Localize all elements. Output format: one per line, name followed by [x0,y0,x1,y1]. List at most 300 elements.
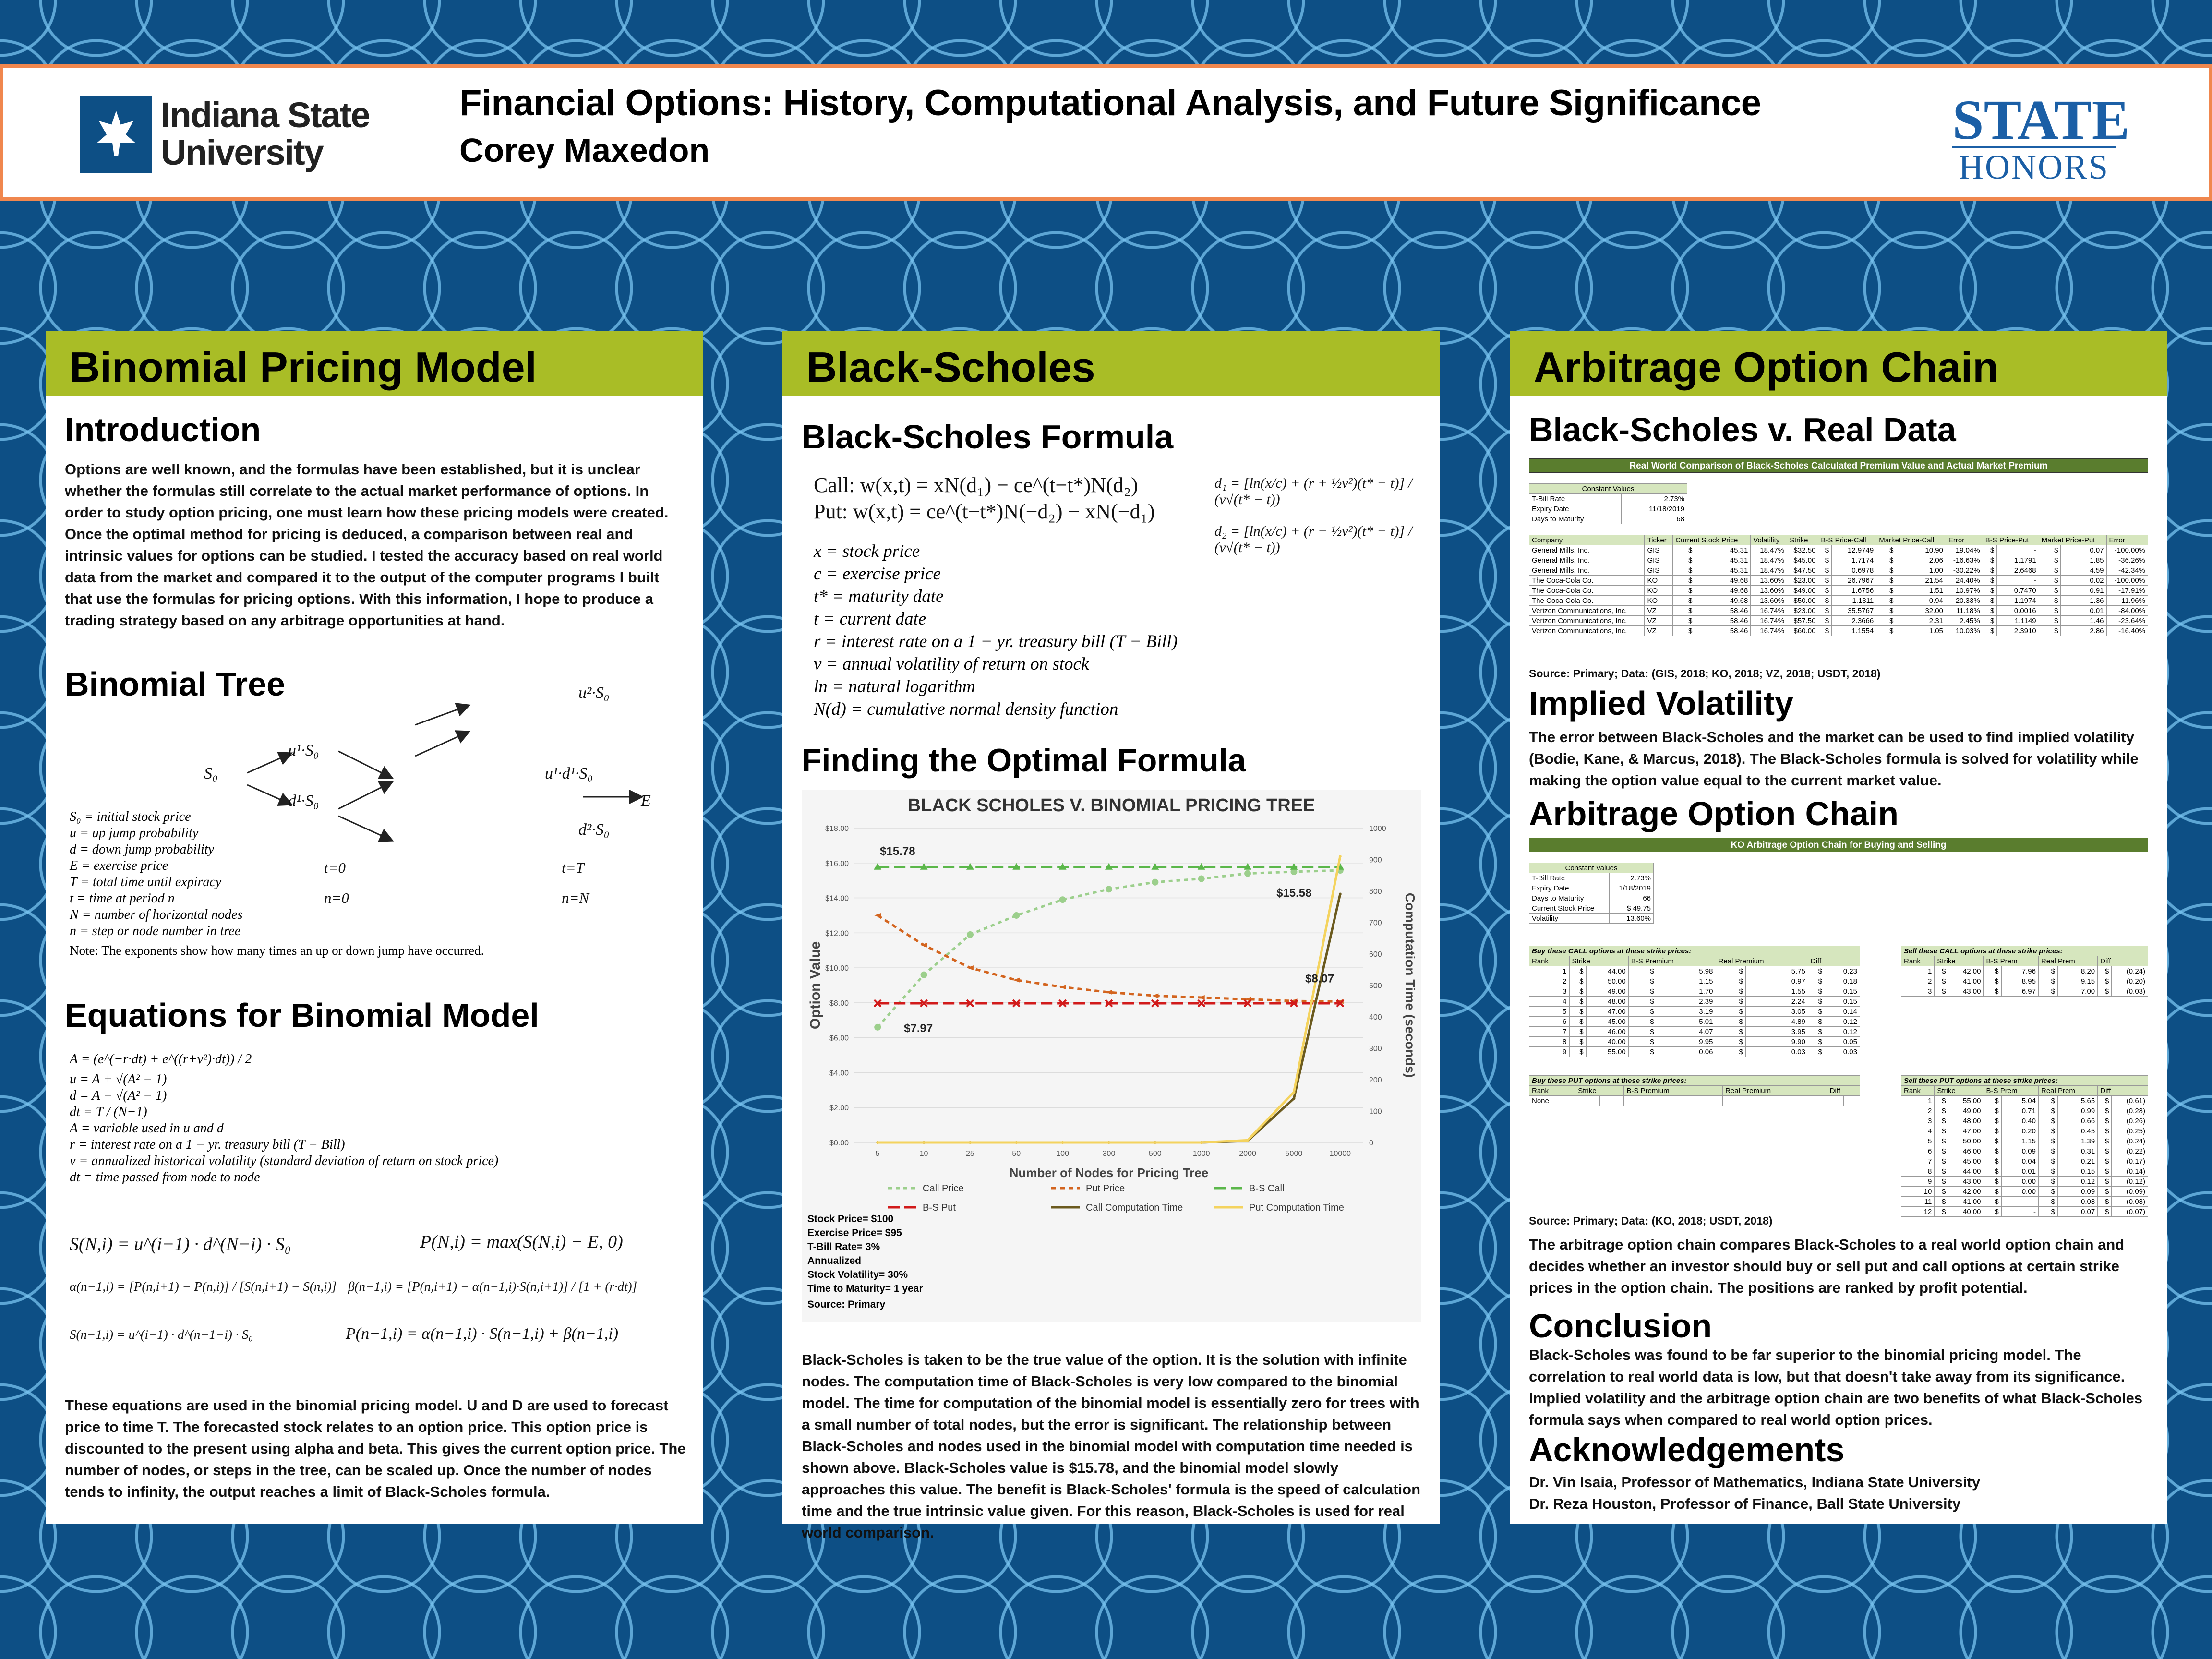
table-cell: Expiry Date [1529,883,1610,893]
table-cell: 19.04% [1946,545,1983,555]
chart-note: Annualized [807,1255,862,1266]
table-cell: $ [1876,596,1896,606]
chain-text: The arbitrage option chain compares Black-Scholes to a real world option chain and decides whether an investor should buy or sell put and call options at certain strike prices in the option chain. The positions are ranked by profit potential. [1529,1236,2125,1296]
series-line [878,894,1340,1142]
table-cell: $ [1818,596,1832,606]
chart-note: Stock Price= $100 [807,1214,894,1225]
table-cell: $ [2098,1177,2112,1187]
table-cell: 0.66 [2058,1116,2098,1126]
table-cell: -36.26% [2106,555,2148,565]
table-cell: 0.0016 [1997,606,2039,616]
table-cell: 1.6756 [1832,586,1876,596]
table-cell: 5.04 [2001,1096,2038,1106]
table-cell: 0.15 [1825,997,1860,1007]
chart-note: Time to Maturity= 1 year [807,1283,923,1294]
table-cell: $ [1818,606,1832,616]
table-row [1529,903,1654,914]
table-row [1529,914,1654,924]
table-cell: 1.51 [1896,586,1946,596]
column-header: Rank [1901,956,1935,966]
table-cell: 1/18/2019 [1609,883,1653,893]
x-tick-label: 1000 [1192,1150,1210,1158]
data-point [1292,1097,1295,1100]
chain-bar: KO Arbitrage Option Chain for Buying and Selling [1529,838,2148,852]
table-cell: 49.00 [1586,986,1628,997]
table-cell: 42.00 [1948,966,1984,976]
table-cell: 2.39 [1657,997,1716,1007]
table-cell: $ [2098,986,2112,997]
table-cell: $ [1935,1177,1948,1187]
buy-call-table [1529,946,1860,1057]
table-row [1529,494,1687,504]
table-cell: $ [1935,1126,1948,1136]
table-row [1901,986,2148,997]
table-cell: 5.01 [1657,1017,1716,1027]
table-row [1901,1177,2148,1187]
table-cell: $ [1935,976,1948,986]
table-cell: 3 [1901,1116,1935,1126]
table-row [1529,873,1654,883]
table-cell: General Mills, Inc. [1529,545,1645,555]
table-cell: VZ [1645,616,1673,626]
ack-title: Acknowledgements [1529,1431,1845,1468]
table-cell: 10.03% [1946,626,1983,636]
eq-def: d = A − √(A² − 1) [70,1088,167,1103]
table-cell: 20.33% [1946,596,1983,606]
table-cell: $ [1984,1156,2001,1166]
table-cell: 16.74% [1751,606,1787,616]
table-cell: 0.45 [2058,1126,2098,1136]
table-cell: $ [2098,976,2112,986]
ack-item: Dr. Reza Houston, Professor of Finance, Ball State University [1529,1495,1961,1512]
put-formula: Put: w(x,t) = ce^(t−t*)N(−d₂) − xN(−d₁) [814,500,1155,523]
table-cell: 58.46 [1695,616,1751,626]
table-cell: -16.63% [1946,555,1983,565]
table-cell: 45.31 [1695,565,1751,576]
table-cell: 1.7174 [1832,555,1876,565]
table-cell: 13.60% [1751,576,1787,586]
table-cell: $ [2038,1166,2057,1177]
table-cell: $ [1876,576,1896,586]
table-cell: $ [1716,1017,1745,1027]
table-cell: $ [1808,986,1825,997]
table-cell: 0.12 [1825,1017,1860,1027]
table-cell: 9.15 [2057,976,2097,986]
table-cell: $ [1876,616,1896,626]
table-cell: 2 [1901,976,1935,986]
table-cell: -11.96% [2106,596,2148,606]
table-cell: 4 [1901,1126,1935,1136]
x-tick-label: 5000 [1285,1150,1303,1158]
table-cell: $ [1984,1166,2001,1177]
table-row [1529,616,2148,626]
buy-call-title: Buy these CALL options at these strike prices: [1529,946,1860,956]
table-cell: $ [1935,1116,1948,1126]
buy-put-title: Buy these PUT options at these strike prices: [1529,1076,1860,1086]
table-cell: 0.21 [2058,1156,2098,1166]
table-cell: 41.00 [1948,976,1984,986]
table-cell: 2.73% [1609,873,1653,883]
table-cell: 7.96 [2001,966,2038,976]
table-cell: $ [2038,1207,2057,1217]
tree-note: Note: The exponents show how many times an up or down jump have occurred. [70,943,484,958]
table-cell: T-Bill Rate [1529,873,1610,883]
table-cell: 2.3910 [1997,626,2039,636]
table-cell [1827,1096,1843,1106]
poster-title: Financial Options: History, Computational Analysis, and Future Significance [459,83,1761,123]
table-cell: 0.00 [2001,1187,2038,1197]
table-row [1529,626,2148,636]
table-cell: 46.00 [1948,1146,1984,1156]
table-header-row [1529,535,2148,545]
y-tick-label: $12.00 [825,929,849,938]
table-cell: $ [1984,1096,2001,1106]
table-row [1529,1096,1860,1106]
table-cell: $ [2039,565,2061,576]
label-n0: n=0 [324,890,349,906]
table-row [1901,1096,2148,1106]
table-cell: - [2001,1197,2038,1207]
table-cell: $ [2039,606,2061,616]
eq-s2: S(n−1,i) = u^(i−1) · d^(n−1−i) · S₀ [70,1327,253,1342]
table-cell: 4.07 [1657,1027,1716,1037]
table-cell: $ [2098,966,2112,976]
data-point [923,1141,926,1144]
bs-var: t = current date [814,609,926,629]
table-cell: $ [1569,1017,1586,1027]
panel-arbitrage [1510,331,2167,1524]
table-cell: $ [1716,986,1745,997]
table-cell: (0.14) [2112,1166,2148,1177]
table-cell: $ [2098,1106,2112,1116]
table-cell: 47.00 [1948,1126,1984,1136]
table-cell: 49.68 [1695,576,1751,586]
table-row [1529,883,1654,893]
table-row [1529,976,1860,986]
table-cell: $ [1673,565,1695,576]
table-cell: 11/18/2019 [1622,504,1687,514]
column-header: Real Premium [1723,1086,1827,1096]
state-logo-text: STATE [1952,88,2130,151]
poster-author: Corey Maxedon [459,132,710,169]
panel-heading: Arbitrage Option Chain [1510,331,2167,396]
comparison-chart [802,790,1421,1322]
table-cell: 5.65 [2058,1096,2098,1106]
table-cell: 0.03 [1825,1047,1860,1057]
table-cell: (0.03) [2112,986,2148,997]
data-point [1200,1141,1203,1144]
table-cell: 40.00 [1586,1037,1628,1047]
table-cell: $ [1818,626,1832,636]
column-header: Company [1529,535,1645,545]
table-cell: 0.09 [2001,1146,2038,1156]
table-cell: - [2001,1207,2038,1217]
table-cell: $ [1716,966,1745,976]
data-point [874,913,881,918]
data-point [1246,1139,1249,1142]
table-cell [1599,1096,1624,1106]
chart-source: Source: Primary [807,1299,886,1310]
table-cell: 1.15 [2001,1136,2038,1146]
intro-text: Options are well known, and the formulas have been established, but it is unclear whether the formulas still correlate to the actual market performance of options. In order to study option pricing, one must learn how these pricing models were created. Once the optimal method for pricing is deduced, a comparison between real and intrinsic values for options can be studied. I tested the accuracy based on real world data from the market and compared it to the output of the computer programs I built that use the formulas for pricing options. With this information, I hope to produce a trading strategy based on any arbitrage opportunities at hand. [65,461,669,629]
table-cell: $ [1876,545,1896,555]
table-cell [1775,1096,1827,1106]
column-header: Strike [1787,535,1818,545]
table-cell: 2.6468 [1997,565,2039,576]
table-row [1529,986,1860,997]
table-cell: $23.00 [1787,606,1818,616]
table-cell: (0.17) [2112,1156,2148,1166]
table-cell: 0.99 [2058,1106,2098,1116]
table-cell [1843,1096,1860,1106]
table-cell: 1.55 [1745,986,1808,997]
table-cell: Verizon Communications, Inc. [1529,606,1645,616]
bs-var: v = annual volatility of return on stock [814,654,1089,674]
table-cell: $ [1984,986,2001,997]
data-point [1059,985,1066,989]
maple-leaf-icon [80,96,152,173]
table-cell: $ [1984,1177,2001,1187]
table-cell: None [1529,1096,1575,1106]
table-cell: 1.39 [2058,1136,2098,1146]
table-cell: $ [2098,1146,2112,1156]
table-cell: $ [1935,986,1948,997]
table-cell: (0.22) [2112,1146,2148,1156]
table-cell: (0.09) [2112,1187,2148,1197]
table-cell: $ [2098,1166,2112,1177]
table-cell: $ [1984,1136,2001,1146]
table-cell: Current Stock Price [1529,903,1610,914]
table-cell: $ [1628,1037,1657,1047]
table-cell: 2 [1529,976,1570,986]
table-cell: 1.1149 [1997,616,2039,626]
table-cell: 58.46 [1695,606,1751,616]
bs-closing-text: Black-Scholes is taken to be the true value of the option. It is the solution with infinite nodes. The computation time of Black-Scholes is very low compared to the binomial model. The time for computation of the binomial model is essentially zero for trees with a small number of total nodes, but the error is significant. The relationship between Black-Scholes and nodes used in the binomial model with computation time needed is shown above. Black-Scholes value is $15.78, and the binomial model slowly approaches this value. The benefit is Black-Scholes' formula is the speed of calculation time and the true intrinsic value given. For this reason, Black-Scholes is used for real world comparison. [802,1351,1421,1541]
data-point [1015,1141,1018,1144]
column-header: Ticker [1645,535,1673,545]
table-cell: $ [1569,986,1586,997]
table-cell: 13.60% [1751,586,1787,596]
y2-tick-label: 0 [1369,1139,1373,1147]
d1-formula: d₁ = [ln(x/c) + (r + ½v²)(t* − t)] / (v√(t* − t)) [1214,475,1412,507]
x-axis-label: Number of Nodes for Pricing Tree [1009,1166,1209,1180]
table-cell: $ [1808,1027,1825,1037]
table-cell: 1 [1901,1096,1935,1106]
table-cell: -100.00% [2106,576,2148,586]
table-cell: 2.45% [1946,616,1983,626]
table-cell: 8 [1529,1037,1570,1047]
table-cell: $ [1808,966,1825,976]
table-cell: 2.73% [1622,494,1687,504]
column-header: Market Price-Put [2039,535,2106,545]
table-cell: 50.00 [1586,976,1628,986]
table-cell: 10.90 [1896,545,1946,555]
table-cell: 0.03 [1745,1047,1808,1057]
table-cell: KO [1645,596,1673,606]
bs-var: r = interest rate on a 1 − yr. treasury bill (T − Bill) [814,632,1178,651]
table-cell: 0.15 [2058,1166,2098,1177]
table-cell: GIS [1645,555,1673,565]
table-cell: 0.7470 [1997,586,2039,596]
table-cell: $ [2098,1126,2112,1136]
table-cell: -42.34% [2106,565,2148,576]
table-cell: 0.02 [2061,576,2106,586]
table-cell: 4.59 [2061,565,2106,576]
table-cell: $ [1983,565,1997,576]
state-honors-logo [1952,88,2130,186]
d2-formula: d₂ = [ln(x/c) + (r − ½v²)(t* − t)] / (v√(t* − t)) [1214,523,1412,555]
table-cell: 58.46 [1695,626,1751,636]
table-cell: 1.1974 [1997,596,2039,606]
table-cell: $ [1673,586,1695,596]
table-cell: 44.00 [1948,1166,1984,1177]
data-point [967,965,974,970]
table-cell: (0.25) [2112,1126,2148,1136]
table-cell: $ [2039,576,2061,586]
sell-put-table [1901,1075,2148,1217]
table-cell: $49.00 [1787,586,1818,596]
table-cell: 41.00 [1948,1197,1984,1207]
x-tick-label: 5 [875,1150,880,1158]
table-row [1529,606,2148,616]
table-row [1529,555,2148,565]
table-cell: $ [1935,1207,1948,1217]
table-cell: (0.24) [2112,1136,2148,1146]
table-cell: 16.74% [1751,616,1787,626]
table-cell: 0.20 [2001,1126,2038,1136]
table-cell: $ [1935,1096,1948,1106]
tree-title: Binomial Tree [65,665,286,703]
table-cell: 7 [1901,1156,1935,1166]
table-cell: $ [1984,1146,2001,1156]
table-cell: $ [1808,1047,1825,1057]
table-cell: 0.23 [1825,966,1860,976]
column-header: Strike [1935,956,1984,966]
table-cell [1624,1096,1673,1106]
table-cell: (0.61) [2112,1096,2148,1106]
sell-put-title: Sell these PUT options at these strike prices: [1901,1076,2148,1086]
table-cell: 0.15 [1825,986,1860,997]
panel-black-scholes [782,331,1440,1541]
table-cell: 45.00 [1586,1017,1628,1027]
data-point [1059,896,1066,903]
table-cell: $ [1673,616,1695,626]
table-cell: $ [1935,1197,1948,1207]
table-cell: 1.05 [1896,626,1946,636]
y-axis-label: Option Value [807,941,823,1030]
table-cell: (0.07) [2112,1207,2148,1217]
table-cell: VZ [1645,606,1673,616]
call-formula: Call: w(x,t) = xN(d₁) − ce^(t−t*)N(d₂) [814,473,1138,497]
table-cell: $ [1808,1017,1825,1027]
tree-def: u = up jump probability [70,826,199,841]
table-cell: $ [1673,596,1695,606]
table-cell: $ [1628,1007,1657,1017]
table-cell: $ [2038,1106,2057,1116]
table-cell: $ [1984,1207,2001,1217]
column-header: Diff [1827,1086,1860,1096]
table-row [1901,1187,2148,1197]
table-cell: 49.68 [1695,586,1751,596]
y2-tick-label: 800 [1369,888,1382,896]
table-cell: 5.75 [1745,966,1808,976]
table-cell: General Mills, Inc. [1529,555,1645,565]
data-point [876,1141,879,1144]
table-cell: (0.28) [2112,1106,2148,1116]
table-cell: $ [1818,565,1832,576]
table-cell: $ [2038,976,2057,986]
table-cell: 50.00 [1948,1136,1984,1146]
tree-def: N = number of horizontal nodes [70,907,243,922]
table-cell: GIS [1645,565,1673,576]
x-tick-label: 10000 [1329,1150,1351,1158]
table-cell: 11 [1901,1197,1935,1207]
table-cell: $ [1628,966,1657,976]
table-cell: 2.86 [2061,626,2106,636]
table-cell: 7.00 [2057,986,2097,997]
x-tick-label: 100 [1056,1150,1069,1158]
tree-def: n = step or node number in tree [70,924,241,938]
panel-binomial [46,331,703,1524]
table-cell: 47.00 [1586,1007,1628,1017]
data-point [1152,993,1158,998]
table-cell: (0.12) [2112,1177,2148,1187]
table-cell: -23.64% [2106,616,2148,626]
table-cell: (0.08) [2112,1197,2148,1207]
chain-block [1529,838,2148,924]
table-cell: 0.12 [2058,1177,2098,1187]
table-row [1901,1136,2148,1146]
table-row [1529,966,1860,976]
table-cell: - [1997,576,2039,586]
table-cell: 0.01 [2001,1166,2038,1177]
table-cell: 45.00 [1948,1156,1984,1166]
table-cell: 46.00 [1586,1027,1628,1037]
table-cell: - [1997,545,2039,555]
tree-definitions [70,809,338,939]
table-row [1529,1027,1860,1037]
table-cell: 3.05 [1745,1007,1808,1017]
table-cell: $ [1569,976,1586,986]
node-d1: d¹·S₀ [288,792,319,810]
table-cell: $ [1818,555,1832,565]
table-cell: 1.1554 [1832,626,1876,636]
table-cell: $ [2039,626,2061,636]
table-cell: 18.47% [1751,545,1787,555]
table-cell: $47.50 [1787,565,1818,576]
table-cell: $ [1808,1007,1825,1017]
table-cell: 0.06 [1657,1047,1716,1057]
isu-logo [80,96,426,178]
table-cell: $ [1673,626,1695,636]
table-cell: 2 [1901,1106,1935,1116]
table-cell: 3 [1529,986,1570,997]
y-tick-label: $18.00 [825,825,849,833]
y-tick-label: $16.00 [825,859,849,868]
eq-def: A = variable used in u and d [70,1121,224,1136]
table-cell: T-Bill Rate [1529,494,1622,504]
table-cell: (0.26) [2112,1116,2148,1126]
table-cell: $ [1818,545,1832,555]
table-cell: 0.07 [2061,545,2106,555]
table-row [1529,997,1860,1007]
table-cell: 2.3666 [1832,616,1876,626]
table-cell: 49.00 [1948,1106,1984,1116]
table-row [1529,565,2148,576]
table-row [1901,1197,2148,1207]
table-cell: $ [1673,606,1695,616]
table-cell: 1 [1901,966,1935,976]
